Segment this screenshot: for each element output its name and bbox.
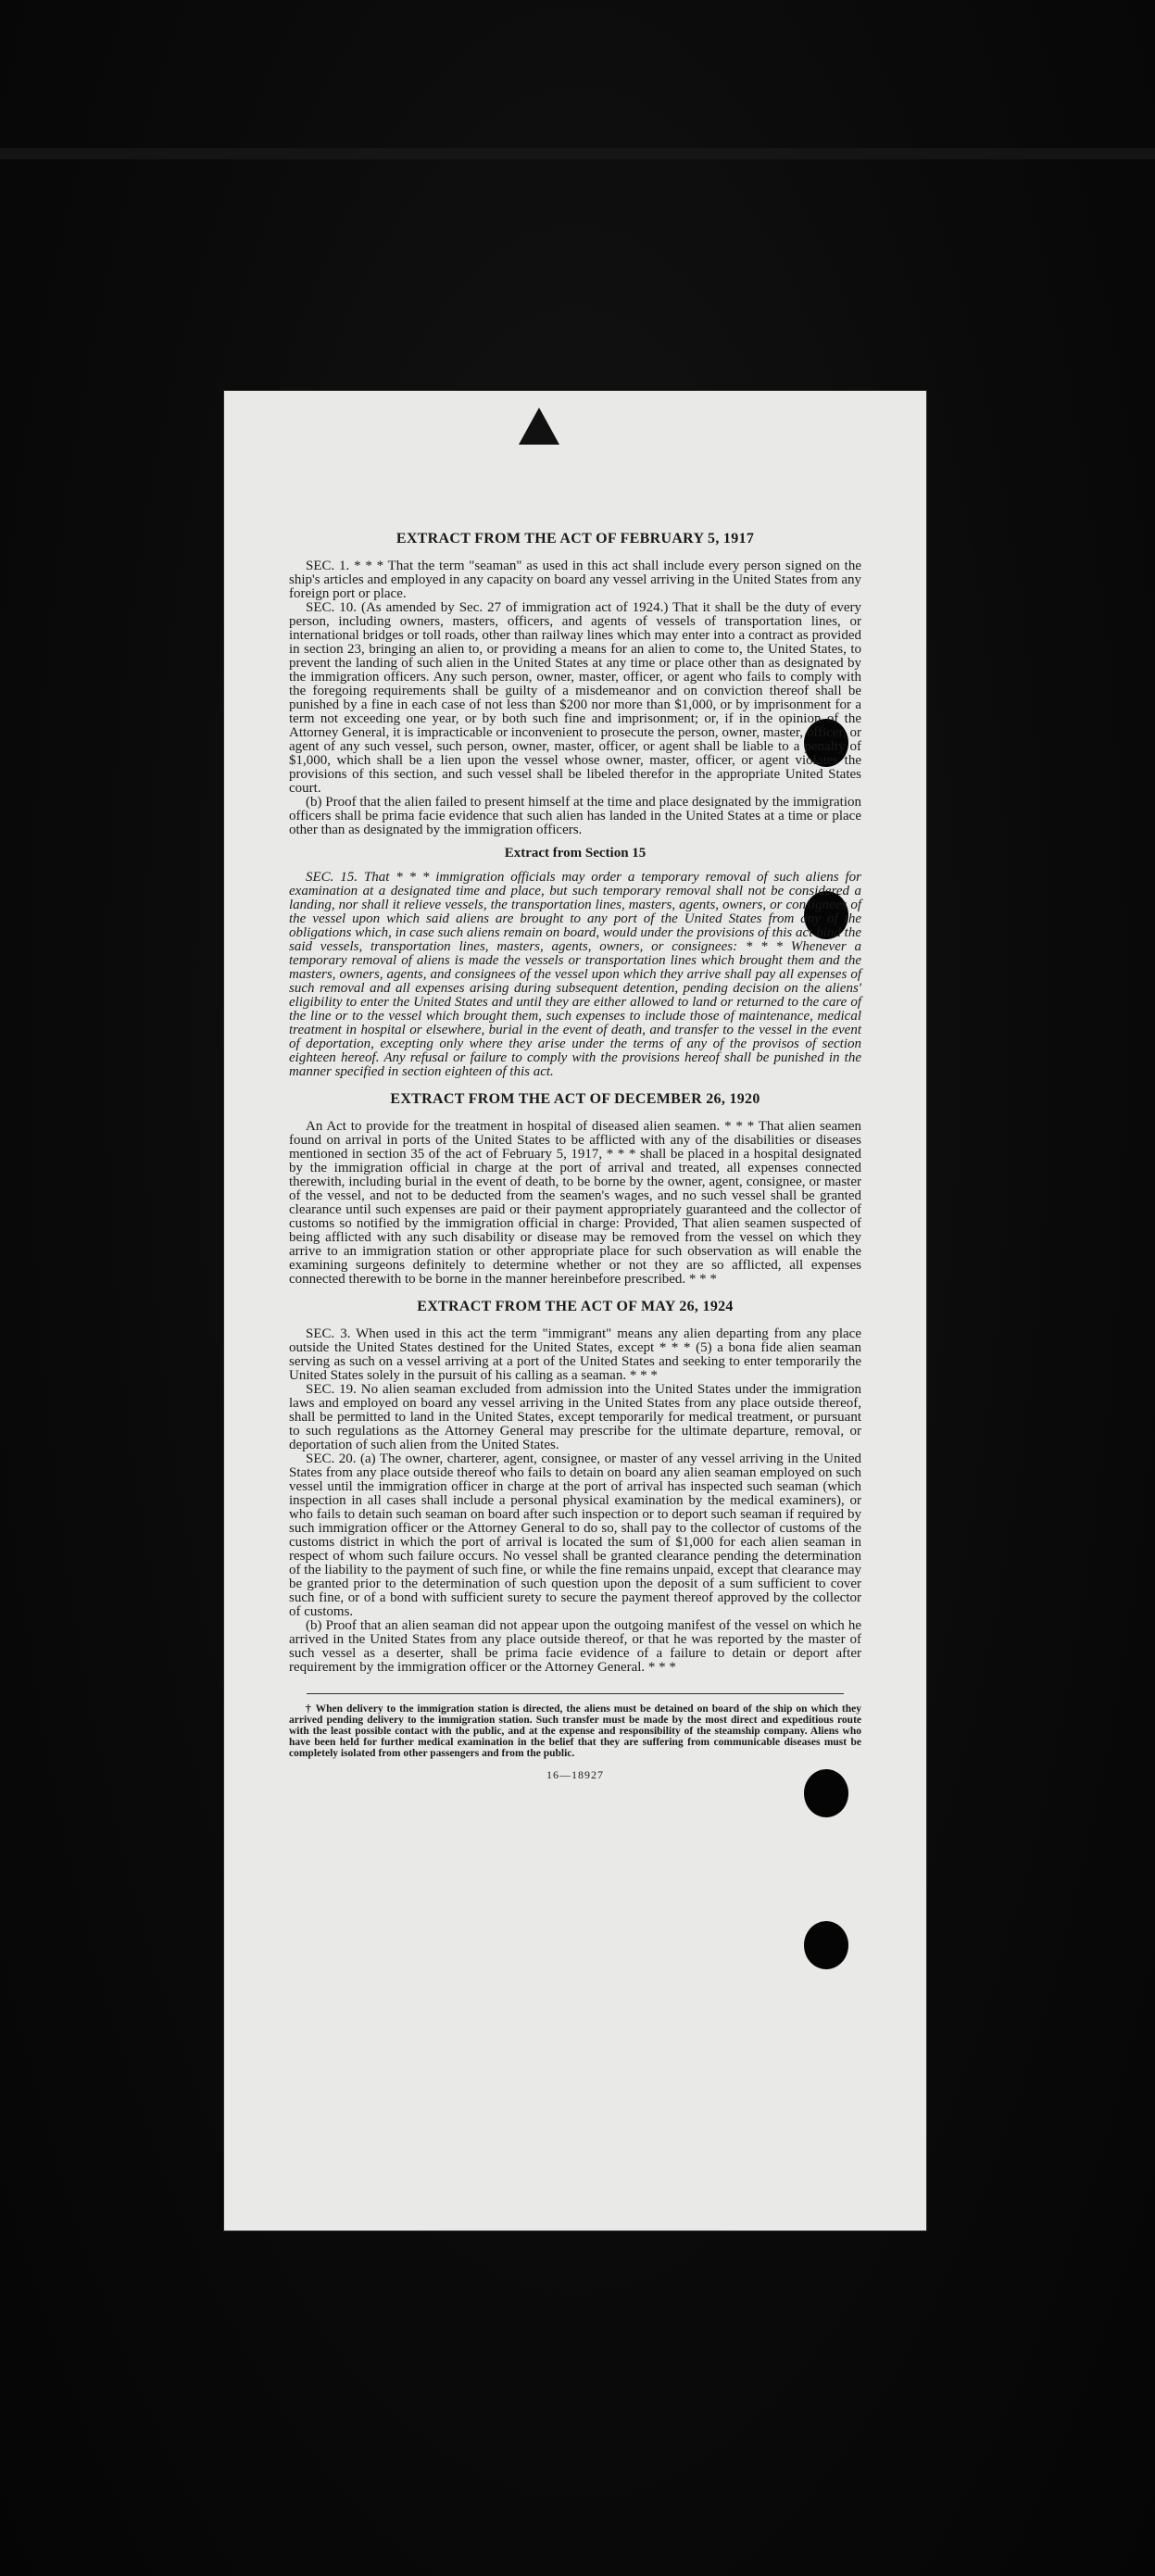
footnote — [289, 1703, 861, 1759]
paragraph: (b) Proof that the alien failed to present himself at the time and place designated by the immigration officers shall be prima facie evidence that such alien has landed in the United States at a time or place other than as designated by the immigration officers. — [289, 795, 861, 837]
paragraph: An Act to provide for the treatment in hospital of diseased alien seamen. * * * That alien seamen found on arrival in ports of the United States to be afflicted with any of the disabilities or diseases mentioned in section 35 of the act of February 5, 1917, * * * shall be placed in a hospital designated by the immigration official in charge at the port of arrival and treated, all expenses connected therewith, including burial in the event of death, to be borne by the owner, agent, consignee, or master of the vessel, and not to be deducted from the seamen's wages, and no such vessel shall be granted clearance until such expenses are paid or their payment appropriately guaranteed and the collector of customs so notified by the immigration official in charge: Provided, That alien seamen suspected of being afflicted with any such disability or disease may be removed from the vessel on which they arrive to an immigration station or other appropriate place for such observation as will enable the examining surgeons definitely to determine whether or not they are so afflicted, all expenses connected therewith to be borne in the manner hereinbefore prescribed. * * * — [289, 1119, 861, 1287]
section-heading-1920: EXTRACT FROM THE ACT OF DECEMBER 26, 1920 — [390, 1091, 760, 1107]
section-heading-sec15: Extract from Section 15 — [504, 846, 647, 861]
paragraph: SEC. 19. No alien seaman excluded from admission into the United States under the immigration laws and employed on board any vessel arriving in the United States from any place outside thereof, shall be permitted to land in the United States, except temporarily for medical treatment, or pursuant to such regulations as the Attorney General may prescribe for the ultimate departure, removal, or deportation of such alien from the United States. — [289, 1382, 861, 1452]
form-number: 16—18927 — [546, 1768, 604, 1781]
paragraph: SEC. 10. (As amended by Sec. 27 of immigration act of 1924.) That it shall be the duty of every person, including owners, masters, officers, and agents of vessels of transportation lines, or international bridges or toll roads, other than railway lines which may enter into a contract as provided in section 23, bringing an alien to, or providing a means for an alien to come to, the United States, to prevent the landing of such alien in the United States at any time or place other than as designated by the immigration officers. Any such person, owner, master, officer, or agent who fails to comply with the foregoing requirements shall be guilty of a misdemeanor and on conviction thereof shall be punished by a fine in each case of not less than $200 nor more than $1,000, or by imprisonment for a term not exceeding one year, or by both such fine and imprisonment; or, if in the opinion of the Attorney General, it is impracticable or inconvenient to prosecute the person, owner, master, officer, or agent of any such vessel, such person, owner, master, officer, or agent shall be liable to a penalty of $1,000, which shall be a lien upon the vessel whose owner, master, officer, or agent violates the provisions of this section, and such vessel shall be libeled therefor in the appropriate United States court. — [289, 600, 861, 796]
paragraph: SEC. 3. When used in this act the term "immigrant" means any alien departing from any place outside the United States destined for the United States, except * * * (5) a bona fide alien seaman serving as such on a vessel arriving at a port of the United States and seeking to enter temporarily the United States solely in the pursuit of his calling as a seaman. * * * — [289, 1326, 861, 1383]
paragraph: SEC. 20. (a) The owner, charterer, agent, consignee, or master of any vessel arriving in the United States from any place outside thereof who fails to detain on board any alien seaman employed on such vessel until the immigration officer in charge at the port of arrival has inspected such seaman (which inspection in all cases shall include a personal physical examination by the medical examiners), or who fails to detain such seaman on board after such inspection or to deport such seaman if required by such immigration officer or the Attorney General to do so, shall pay to the collector of customs of the customs district in which the port of arrival is located the sum of $1,000 for each alien seaman in respect of whom such failure occurs. No vessel shall be granted clearance pending the determination of the liability to the payment of such fine, or while the fine remains unpaid, except that clearance may be granted prior to the determination of such question upon the deposit of a sum sufficient to cover such fine, or of a bond with sufficient surety to secure the payment thereof approved by the collector of customs. — [289, 1451, 861, 1619]
paragraph: SEC. 1. * * * That the term "seaman" as used in this act shall include every person signed on the ship's articles and employed in any capacity on board any vessel arriving in the United States from any foreign port or place. — [289, 559, 861, 601]
divider — [307, 1693, 844, 1694]
punch-hole-4 — [804, 1921, 848, 1969]
scanner-band — [0, 148, 1155, 159]
ink-blot — [519, 408, 559, 445]
paragraph: SEC. 15. That * * * immigration officials may order a temporary removal of such aliens for examination at a designated time and place, but such temporary removal shall not be considered a landing, nor shall it relieve vessels, the transportation lines, masters, agents, owners, or consignees of the vessel upon which said aliens are brought to any port of the United States from any of the obligations which, in case such aliens remain on board, would under the provisions of this act bind the said vessels, transportation lines, masters, agents, owners, or consignees: * * * Whenever a temporary removal of aliens is made the vessels or transportation lines which brought them and the masters, owners, agents, and consignees of the vessel upon which they arrive shall pay all expenses of such removal and all expenses arising during subsequent detention, pending decision on the aliens' eligibility to enter the United States and until they are either allowed to land or returned to the care of the line or to the vessel which brought them, such expenses to include those of maintenance, medical treatment in hospital or elsewhere, burial in the event of death, and transfer to the vessel in the event of deportation, excepting only where they arise under the terms of any of the provisos of section eighteen hereof. Any refusal or failure to comply with the provisions hereof shall be punished in the manner specified in section eighteen of this act. — [289, 870, 861, 1079]
document-body — [289, 530, 861, 1782]
footnote-text: † When delivery to the immigration station is directed, the aliens must be detained on board of the ship on which they arrived pending delivery to the immigration station. Such transfer must be made by the most direct and expeditious route with the least possible contact with the public, and at the expense and responsibility of the steamship company. Aliens who have been held for further medical examination in the belief that they are suffering from communicable diseases must be completely isolated from other passengers and from the public. — [289, 1703, 861, 1759]
document-page — [224, 391, 926, 2230]
paragraph: (b) Proof that an alien seaman did not appear upon the outgoing manifest of the vessel on which he arrived in the United States from any place outside thereof, or that he was reported by the master of such vessel as a deserter, shall be prima facie evidence of a failure to detain or deport after requirement by the immigration officer or the Attorney General. * * * — [289, 1618, 861, 1675]
section-heading-1917: EXTRACT FROM THE ACT OF FEBRUARY 5, 1917 — [395, 531, 755, 547]
section-heading-1924: EXTRACT FROM THE ACT OF MAY 26, 1924 — [417, 1299, 734, 1314]
